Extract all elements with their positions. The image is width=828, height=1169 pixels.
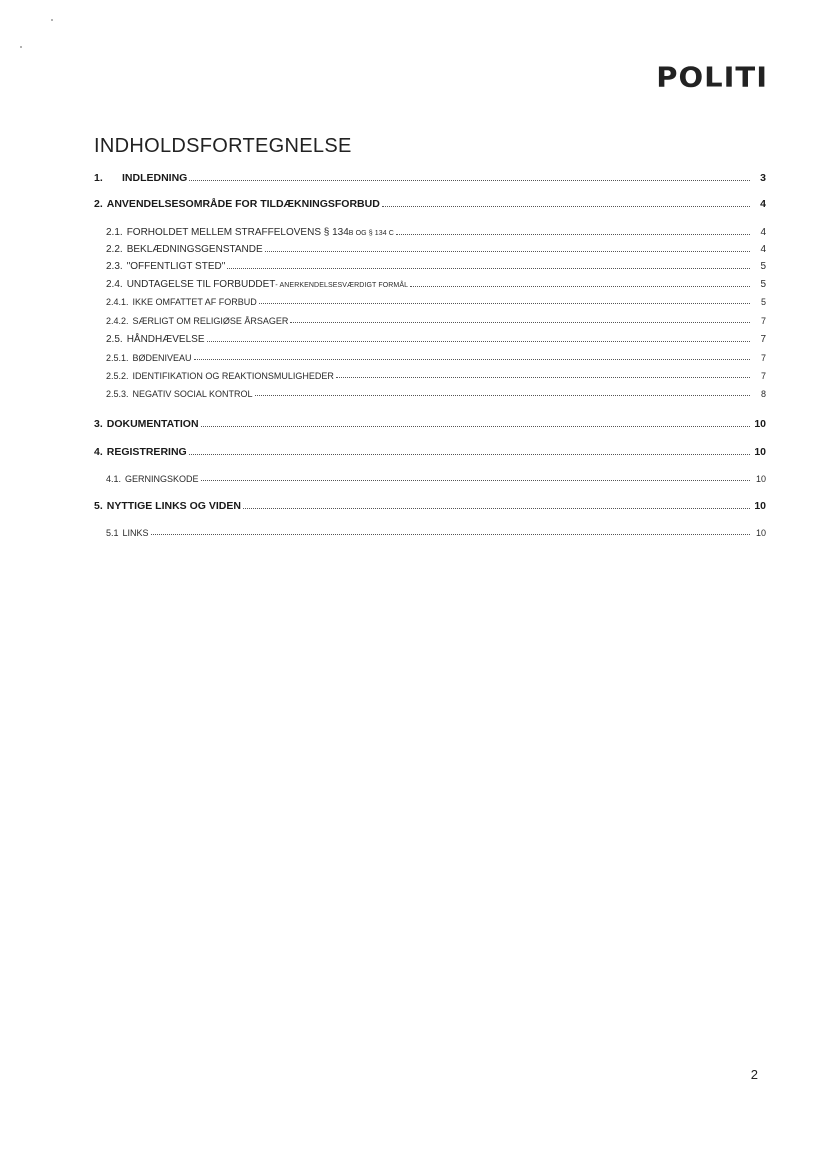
toc-entry-label: NEGATIV SOCIAL KONTROL [132,389,253,399]
dot-leader [259,303,750,304]
toc-entry-page: 10 [754,500,766,512]
dot-leader [396,234,750,235]
dot-leader [255,395,750,396]
toc-entry-number: 3. [94,418,103,430]
toc-entry-page: 7 [760,316,766,326]
toc-entry-2-3[interactable] [94,261,766,272]
toc-entry-page: 5 [760,261,766,272]
scan-speck [51,19,53,21]
toc-entry-label: DOKUMENTATION [106,418,199,430]
toc-entry-page: 10 [755,528,766,538]
toc-entry-number: 2.3. [106,261,123,272]
toc-entry-label: INDLEDNING [122,172,188,184]
toc-entry-label: BEKLÆDNINGSGENSTANDE [126,244,263,255]
toc-entry-number: 2.5.2. [106,371,129,381]
toc-entry-2-4-1[interactable] [94,297,766,307]
toc-entry-number: 2.1. [106,227,123,238]
toc-entry-2-5-1[interactable] [94,353,766,363]
toc-entry-page: 10 [754,446,766,458]
dot-leader [290,322,750,323]
toc-entry-page: 7 [760,371,766,381]
toc-entry-label: BØDENIVEAU [132,353,192,363]
toc-entry-3[interactable] [94,418,766,430]
toc-entry-4-1[interactable] [94,474,766,484]
toc-entry-5-1[interactable] [94,528,766,538]
toc-entry-label: REGISTRERING [106,446,187,458]
toc-entry-page: 10 [755,474,766,484]
dot-leader [265,251,750,252]
toc-entry-page: 7 [760,353,766,363]
toc-entry-2[interactable] [94,198,766,210]
toc-entry-number: 2.2. [106,244,123,255]
toc-entry-label: IKKE OMFATTET AF FORBUD [132,297,257,307]
toc-entry-label: IDENTIFIKATION OG REAKTIONSMULIGHEDER [132,371,334,381]
toc-entry-label: UNDTAGELSE TIL FORBUDDET [126,279,276,290]
dot-leader [207,341,751,342]
toc-entry-2-1[interactable] [94,227,766,238]
toc-entry-label: LINKS [122,528,149,538]
toc-entry-label: SÆRLIGT OM RELIGIØSE ÅRSAGER [132,316,289,326]
toc-entry-label: NYTTIGE LINKS OG VIDEN [106,500,241,512]
dot-leader [336,377,750,378]
toc-entry-2-4[interactable] [94,279,766,290]
toc-entry-page: 8 [760,389,766,399]
dot-leader [201,426,750,427]
toc-entry-label: FORHOLDET MELLEM STRAFFELOVENS § 134 [126,227,349,238]
toc-entry-suffix: B OG § 134 C [348,230,394,237]
dot-leader [243,508,750,509]
toc-entry-page: 4 [760,227,766,238]
scan-speck [20,46,22,48]
toc-entry-number: 2.5.1. [106,353,129,363]
toc-entry-page: 7 [760,334,766,345]
toc-entry-number: 5. [94,500,103,512]
toc-entry-page: 3 [760,172,766,184]
toc-entry-number: 2. [94,198,103,210]
toc-entry-page: 4 [760,244,766,255]
dot-leader [151,534,750,535]
politi-logo: POLITI [656,60,768,94]
toc-entry-page: 5 [760,279,766,290]
toc-title: INDHOLDSFORTEGNELSE [94,135,352,158]
toc-entry-2-4-2[interactable] [94,316,766,326]
toc-entry-page: 10 [754,418,766,430]
toc-entry-label: ANVENDELSESOMRÅDE FOR TILDÆKNINGSFORBUD [106,198,380,210]
dot-leader [189,454,750,455]
toc-entry-4[interactable] [94,446,766,458]
dot-leader [194,359,750,360]
toc-entry-number: 1. [94,172,103,184]
toc-entry-2-2[interactable] [94,244,766,255]
toc-entry-label: GERNINGSKODE [125,474,199,484]
toc-entry-number: 2.5. [106,334,123,345]
dot-leader [227,268,750,269]
toc-entry-page: 4 [760,198,766,210]
dot-leader [410,286,750,287]
toc-entry-number: 4. [94,446,103,458]
toc-entry-number: 5.1 [106,528,119,538]
toc-entry-label: "OFFENTLIGT STED" [126,261,226,272]
page-number: 2 [750,1067,758,1082]
dot-leader [201,480,750,481]
dot-leader [382,206,750,207]
toc-entry-number: 4.1. [106,474,122,484]
toc-entry-suffix: - ANERKENDELSESVÆRDIGT FORMÅL [275,282,409,289]
toc-entry-number: 2.4. [106,279,123,290]
toc-entry-1[interactable] [94,172,766,184]
toc-entry-5[interactable] [94,500,766,512]
toc-entry-label: HÅNDHÆVELSE [126,334,205,345]
toc-entry-2-5[interactable] [94,334,766,345]
toc-entry-2-5-2[interactable] [94,371,766,381]
dot-leader [189,180,750,181]
toc-entry-number: 2.4.1. [106,297,129,307]
toc-entry-2-5-3[interactable] [94,389,766,399]
toc-entry-page: 5 [760,297,766,307]
toc-entry-number: 2.4.2. [106,316,129,326]
toc-entry-number: 2.5.3. [106,389,129,399]
